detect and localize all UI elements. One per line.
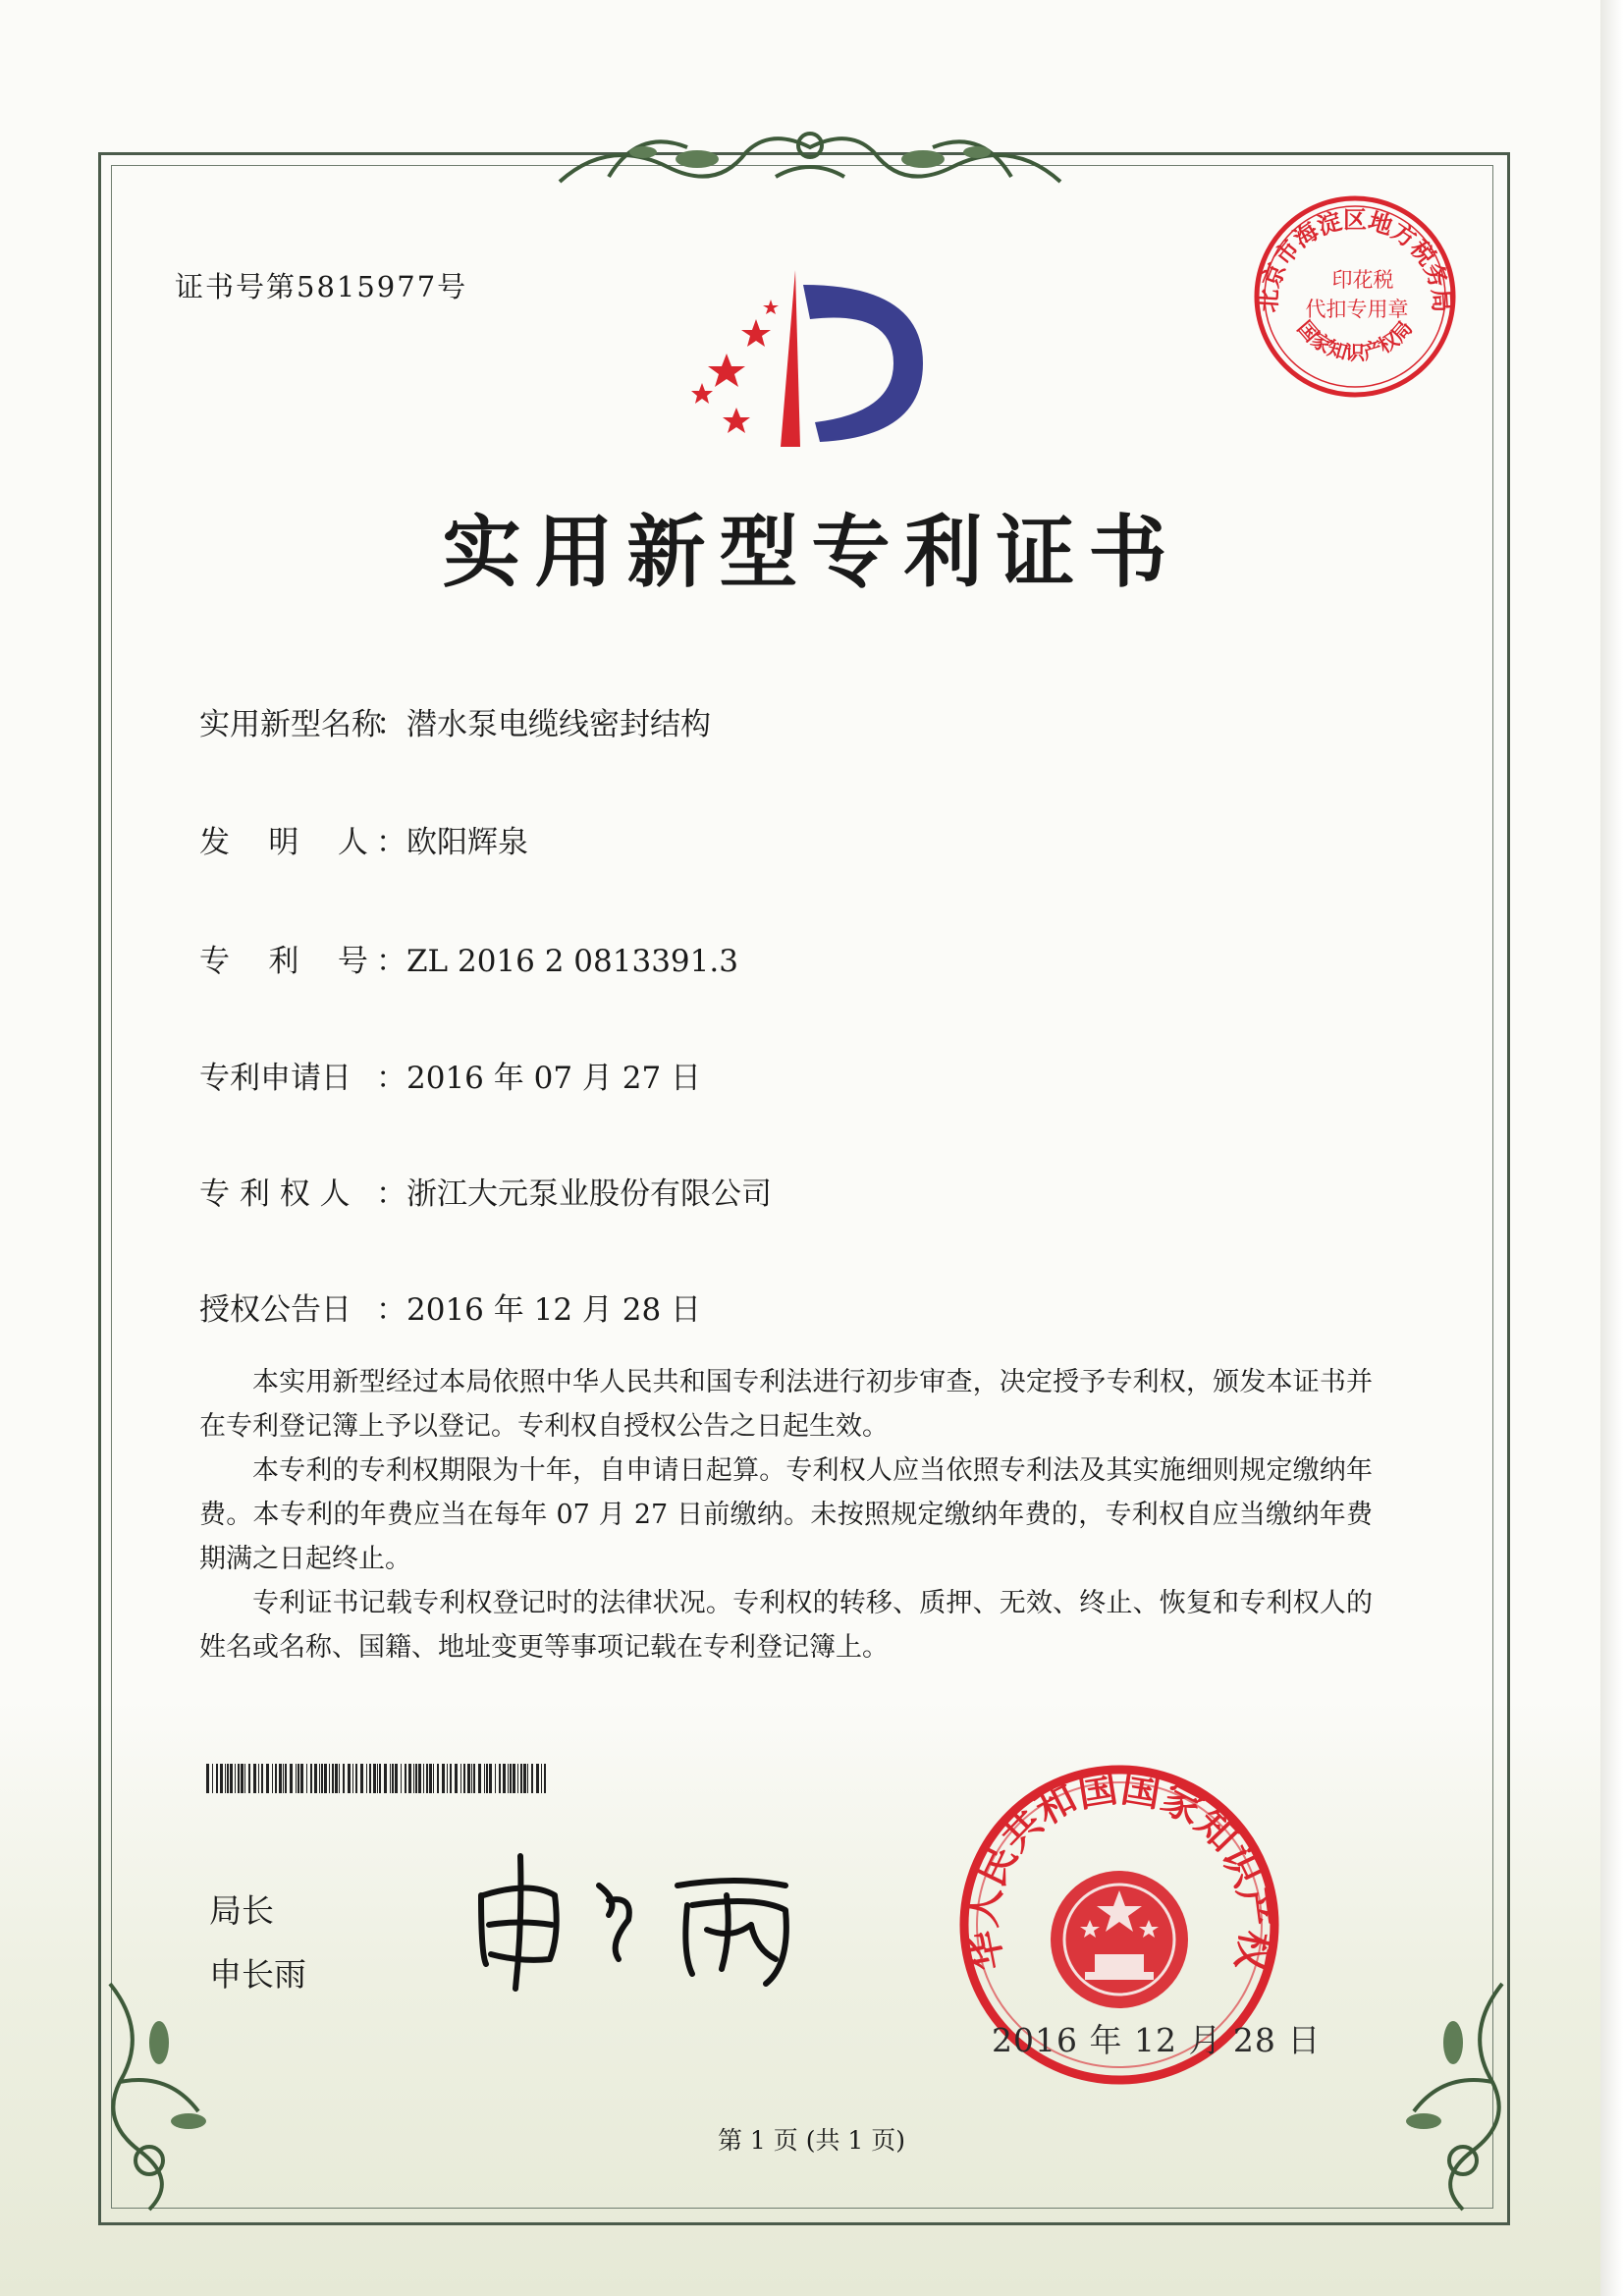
body-paragraph: 本实用新型经过本局依照中华人民共和国专利法进行初步审查，决定授予专利权，颁发本证书并在专利登记簿上予以登记。专利权自授权公告之日起生效。 (199, 1367, 1373, 1442)
field-value: 浙江大元泵业股份有限公司 (406, 1176, 772, 1212)
patent-office-emblem-icon (677, 265, 933, 452)
tax-seal (1247, 189, 1463, 409)
certificate-body (199, 1360, 1373, 1669)
field-application-date: 专利申请日 ：2016 年 07 月 27 日 (199, 1053, 701, 1097)
field-label: 专利申请日 (199, 1061, 352, 1096)
seal-text: 华人民共和国国家知识产权 (959, 1765, 1279, 1975)
field-value: 2016 年 12 月 28 日 (406, 1292, 702, 1328)
body-paragraph: 专利证书记载专利权登记时的法律状况。专利权的转移、质押、无效、终止、恢复和专利权人的姓名或名称、国籍、地址变更等事项记载在专利登记簿上。 (199, 1588, 1373, 1663)
field-label: 授权公告日 (199, 1292, 352, 1328)
page-footer: 第 1 页 (共 1 页) (717, 2126, 906, 2155)
director-signature (461, 1846, 815, 1994)
bottom-right-ornament (1375, 1974, 1522, 2219)
field-label: 专 利 权 人 (199, 1176, 351, 1212)
field-value: 2016 年 07 月 27 日 (406, 1061, 702, 1096)
field-utility-model-name: 实用新型名称：潜水泵电缆线密封结构 (199, 699, 711, 743)
tax-seal-bottom-text: 国家知识产权局 (1292, 315, 1418, 365)
certificate-number: 证书号第5815977号 (175, 270, 468, 303)
tax-seal-line1: 印花税 (1331, 268, 1394, 292)
director-name: 申长雨 (209, 1955, 306, 1994)
barcode (206, 1764, 550, 1793)
field-value: 欧阳辉泉 (406, 825, 528, 860)
field-value: ZL 2016 2 0813391.3 (406, 944, 738, 979)
seal-date: 2016 年 12 月 28 日 (992, 2021, 1322, 2059)
field-grant-date: 授权公告日 ：2016 年 12 月 28 日 (199, 1285, 701, 1329)
tax-seal-line2: 代扣专用章 (1305, 298, 1409, 321)
field-inventor: 发 明 人 ：欧阳辉泉 (199, 817, 528, 861)
field-value: 潜水泵电缆线密封结构 (406, 707, 711, 742)
director-title: 局长 (209, 1891, 274, 1930)
top-ornament (550, 108, 1070, 196)
certificate-title: 实用新型专利证书 (442, 506, 1181, 598)
body-paragraph: 本专利的专利权期限为十年，自申请日起算。专利权人应当依照专利法及其实施细则规定缴纳年费。本专利的年费应当在每年 07 月 27 日前缴纳。未按照规定缴纳年费的，专利权自应当缴纳年费期满之日起终止。 (199, 1455, 1373, 1574)
svg-text:国家知识产权局 (1293, 316, 1418, 364)
bottom-left-ornament (90, 1974, 238, 2219)
field-patent-number: 专 利 号 ：ZL 2016 2 0813391.3 (199, 936, 738, 980)
scan-edge (1600, 0, 1623, 2296)
field-label: 发 明 人 (199, 825, 368, 860)
field-patentee: 专 利 权 人 ：浙江大元泵业股份有限公司 (199, 1169, 772, 1213)
field-label: 实用新型名称 (199, 707, 382, 742)
field-label: 专 利 号 (199, 944, 368, 979)
tax-seal-outer-text: 北京市海淀区地方税务局 (1253, 205, 1457, 314)
